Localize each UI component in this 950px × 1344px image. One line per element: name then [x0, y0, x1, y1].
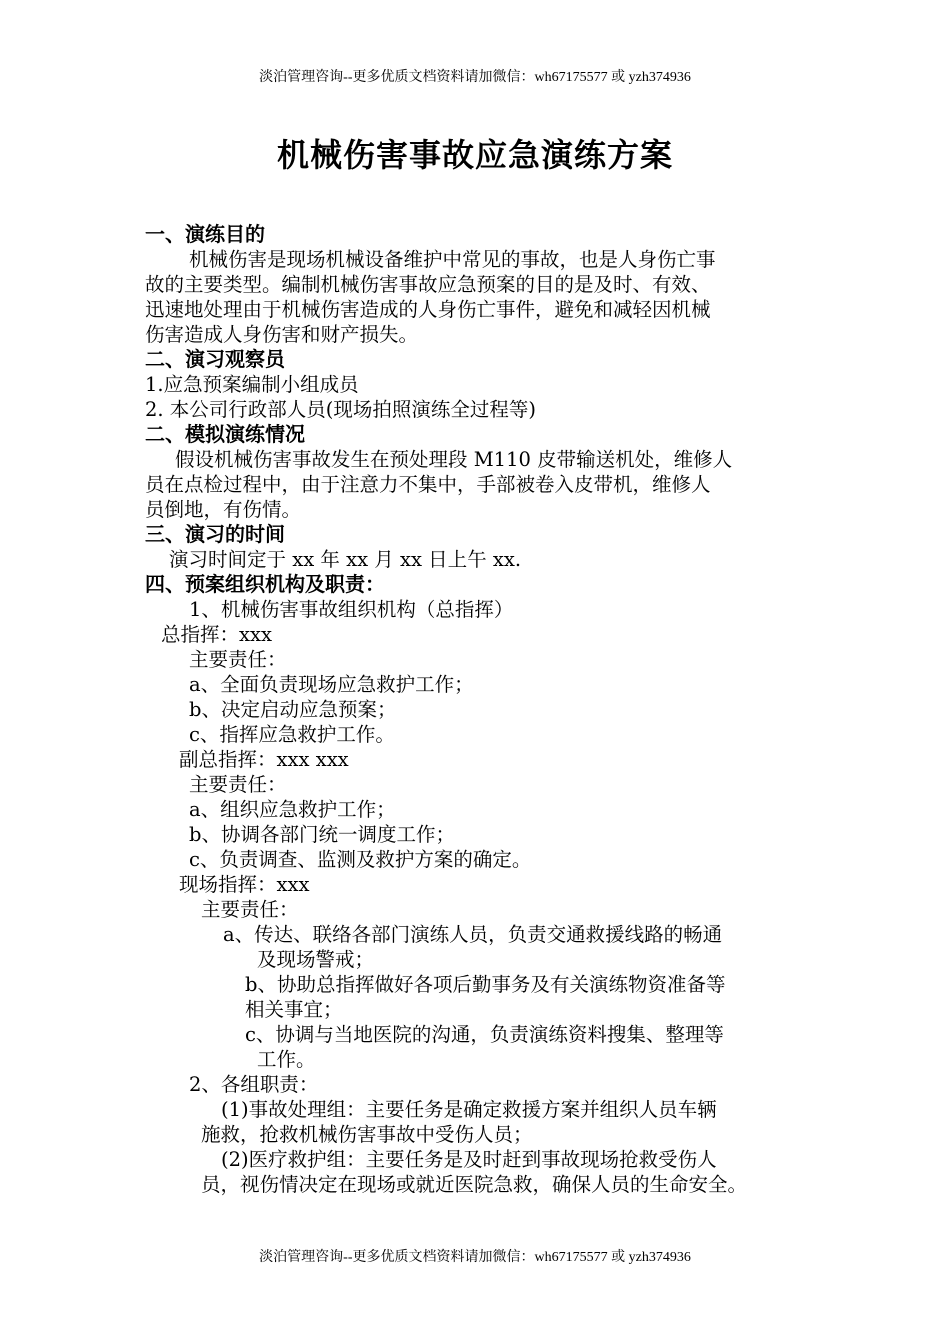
- responsibility-item: a、全面负责现场应急救护工作；: [189, 673, 474, 696]
- field-commander: 现场指挥：xxx: [179, 873, 310, 896]
- responsibility-item: c、负责调查、监测及救护方案的确定。: [189, 848, 532, 871]
- section-heading-time: 三、演习的时间: [145, 522, 285, 546]
- text-line: 迅速地处理由于机械伤害造成的人身伤亡事件，避免和减轻因机械: [145, 298, 711, 321]
- responsibility-item: a、组织应急救护工作；: [189, 798, 396, 821]
- subsection-title: 1、机械伤害事故组织机构（总指挥）: [189, 598, 514, 621]
- responsibility-item-cont: 相关事宜；: [245, 998, 343, 1021]
- responsibility-item-cont: 工作。: [257, 1048, 316, 1071]
- section-heading-observers: 二、演习观察员: [145, 347, 285, 371]
- group-duty-cont: 施救，抢救机械伤害事故中受伤人员；: [201, 1123, 533, 1146]
- group-duty-cont: 员，视伤情决定在现场或就近医院急救，确保人员的生命安全。: [201, 1173, 748, 1196]
- responsibility-item: c、指挥应急救护工作。: [189, 723, 395, 746]
- deputy-commander: 副总指挥：xxx xxx: [179, 748, 349, 771]
- text-line: 机械伤害是现场机械设备维护中常见的事故，也是人身伤亡事: [189, 248, 716, 271]
- responsibility-item: c、协调与当地医院的沟通，负责演练资料搜集、整理等: [245, 1023, 724, 1046]
- scenario-paragraph: [145, 447, 815, 522]
- page-header: 淡泊管理咨询--更多优质文档资料请加微信：wh67175577 或 yzh374936: [259, 70, 691, 85]
- text-line: 员在点检过程中，由于注意力不集中，手部被卷入皮带机，维修人: [145, 473, 711, 496]
- responsibility-label: 主要责任：: [201, 898, 299, 921]
- group-duty: (1)事故处理组：主要任务是确定救援方案并组织人员车辆: [221, 1098, 717, 1121]
- text-line: 假设机械伤害事故发生在预处理段 M110 皮带输送机处，维修人: [175, 448, 733, 471]
- list-item: 2. 本公司行政部人员(现场拍照演练全过程等): [145, 398, 537, 421]
- responsibility-label: 主要责任：: [189, 648, 287, 671]
- text-line: 故的主要类型。编制机械伤害事故应急预案的目的是及时、有效、: [145, 273, 711, 296]
- responsibility-label: 主要责任：: [189, 773, 287, 796]
- time-text: 演习时间定于 xx 年 xx 月 xx 日上午 xx.: [169, 548, 522, 571]
- responsibility-item: b、协助总指挥做好各项后勤事务及有关演练物资准备等: [245, 973, 726, 996]
- section-heading-scenario: 二、模拟演练情况: [145, 422, 305, 446]
- responsibility-item: b、决定启动应急预案；: [189, 698, 397, 721]
- section-heading-organization: 四、预案组织机构及职责：: [145, 572, 385, 596]
- page-footer: 淡泊管理咨询--更多优质文档资料请加微信：wh67175577 或 yzh374936: [259, 1250, 691, 1265]
- group-duty: (2)医疗救护组：主要任务是及时赶到事故现场抢救受伤人: [221, 1148, 717, 1171]
- responsibility-item: a、传达、联络各部门演练人员，负责交通救援线路的畅通: [223, 923, 723, 946]
- text-line: 伤害造成人身伤害和财产损失。: [145, 323, 419, 346]
- subsection-title: 2、各组职责：: [189, 1073, 319, 1096]
- chief-commander: 总指挥：xxx: [161, 623, 272, 646]
- document-title: 机械伤害事故应急演练方案: [276, 136, 673, 174]
- purpose-paragraph: [145, 247, 815, 347]
- responsibility-item: b、协调各部门统一调度工作；: [189, 823, 455, 846]
- document-body: [145, 222, 815, 1197]
- responsibility-item-cont: 及现场警戒；: [257, 948, 375, 971]
- section-heading-purpose: 一、演练目的: [145, 222, 265, 246]
- text-line: 员倒地，有伤情。: [145, 498, 302, 521]
- list-item: 1.应急预案编制小组成员: [145, 373, 359, 396]
